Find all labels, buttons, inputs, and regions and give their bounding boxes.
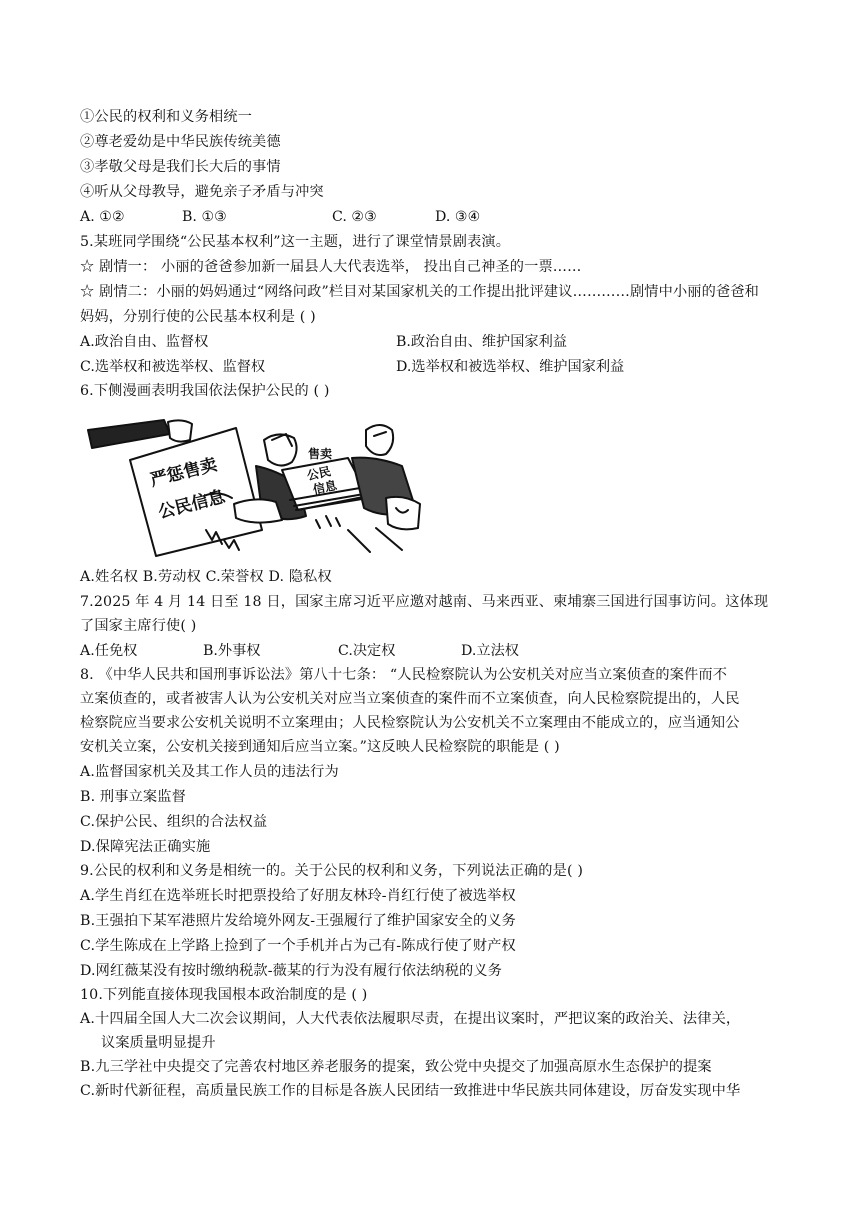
- seller-head: [264, 434, 297, 465]
- q9-option-d: D.网红薇某没有按时缴纳税款-薇某的行为没有履行依法纳税的义务: [80, 963, 503, 979]
- statement-1: ①公民的权利和义务相统一: [80, 109, 253, 125]
- q4-option-c: C. ②③: [332, 209, 377, 225]
- q5-plot-2: ☆ 剧情二：小丽的妈妈通过“网络问政”栏目对某国家机关的工作提出批评建议…………剧情中小丽的爸爸和: [80, 284, 759, 300]
- q6-stem: 6.下侧漫画表明我国依法保护公民的 ( ): [80, 383, 330, 399]
- q7-option-a: A.任免权: [80, 643, 138, 659]
- q7-option-d: D.立法权: [461, 643, 519, 659]
- sign-text-line1: 严惩售卖: [148, 454, 219, 490]
- q5-plot-1: ☆ 剧情一： 小丽的爸爸参加新一届县人大代表选举， 投出自己神圣的一票……: [80, 259, 582, 275]
- q7-option-c: C.决定权: [338, 643, 396, 659]
- q10-option-b: B.九三学社中央提交了完善农村地区养老服务的提案，致公党中央提交了加强高原水生态保护的提案: [80, 1059, 712, 1075]
- q4-option-b: B. ①③: [182, 209, 227, 225]
- q9-option-c: C.学生陈成在上学路上捡到了一个手机并占为己有-陈成行使了财产权: [80, 938, 516, 954]
- q5-option-b: B.政治自由、维护国家利益: [396, 334, 567, 350]
- q10-option-a: A.十四届全国人大二次会议期间，人大代表依法履职尽责，在提出议案时，严把议案的政治关、法律关，: [80, 1011, 741, 1027]
- q7-stem: 7.2025 年 4 月 14 日至 18 日，国家主席习近平应邀对越南、马来西亚、柬埔寨三国进行国事访问。这体现: [80, 594, 769, 610]
- bundle-label-1: 售卖: [308, 447, 333, 461]
- statement-2: ②尊老爱幼是中华民族传统美德: [80, 134, 281, 150]
- q7-option-b: B.外事权: [203, 643, 261, 659]
- q8-option-a: A.监督国家机关及其工作人员的违法行为: [80, 764, 339, 780]
- statement-3: ③孝敬父母是我们长大后的事情: [80, 159, 281, 175]
- sign-text-line2: 公民信息: [156, 486, 227, 522]
- q5-option-d: D.选举权和被选举权、维护国家利益: [396, 359, 625, 375]
- q5-option-c: C.选举权和被选举权、监督权: [80, 359, 266, 375]
- q9-option-a: A.学生肖红在选举班长时把票投给了好朋友林玲-肖红行使了被选举权: [80, 888, 516, 904]
- statement-4: ④听从父母教导，避免亲子矛盾与冲突: [80, 184, 324, 200]
- q10-option-c: C.新时代新征程，高质量民族工作的目标是各族人民团结一致推进中华民族共同体建设，厉奋发实现中华: [80, 1083, 741, 1099]
- q9-stem: 9.公民的权利和义务是相统一的。关于公民的权利和义务，下列说法正确的是( ): [80, 863, 584, 879]
- buyer-head: [366, 425, 393, 455]
- q5-option-a: A.政治自由、监督权: [80, 334, 209, 350]
- q8-stem-2: 立案侦查的，或者被害人认为公安机关对应当立案侦查的案件而不立案侦查，向人民检察院提出的，人民: [80, 691, 740, 707]
- q8-option-d: D.保障宪法正确实施: [80, 839, 211, 855]
- bundle-label-2: 公民: [305, 464, 333, 483]
- hand-shape: [168, 420, 192, 441]
- q7-stem-cont: 了国家主席行使( ): [80, 618, 197, 634]
- q5-plot-2-cont: 妈妈，分别行使的公民基本权利是 ( ): [80, 309, 316, 325]
- bundle-label-3: 信息: [311, 478, 339, 497]
- q9-option-b: B.王强拍下某军港照片发给境外网友-王强履行了维护国家安全的义务: [80, 913, 516, 929]
- q8-option-c: C.保护公民、组织的合法权益: [80, 814, 268, 830]
- q6-options: A.姓名权 B.劳动权 C.荣誉权 D. 隐私权: [80, 569, 332, 585]
- q4-option-a: A. ①②: [80, 209, 125, 225]
- sleeve-shape: [88, 420, 170, 448]
- q8-stem-4: 安机关立案，公安机关接到通知后应当立案。”这反映人民检察院的职能是 ( ): [80, 739, 560, 755]
- q10-option-a-cont: 议案质量明显提升: [101, 1035, 216, 1051]
- q8-option-b: B. 刑事立案监督: [80, 789, 186, 805]
- q8-stem-3: 检察院应当要求公安机关说明不立案理由；人民检察院认为公安机关不立案理由不能成立的，应当通知公: [80, 715, 740, 731]
- q5-stem: 5.某班同学围绕“公民基本权利”这一主题，进行了课堂情景剧表演。: [80, 234, 511, 250]
- q10-stem: 10.下列能直接体现我国根本政治制度的是 ( ): [80, 987, 368, 1003]
- sign-board: [130, 428, 262, 556]
- cartoon-illustration: [86, 400, 442, 562]
- q8-stem: 8. 《中华人民共和国刑事诉讼法》第八十七条： “人民检察院认为公安机关对应当立案侦查的案件而不: [80, 667, 728, 683]
- q4-option-d: D. ③④: [435, 209, 481, 225]
